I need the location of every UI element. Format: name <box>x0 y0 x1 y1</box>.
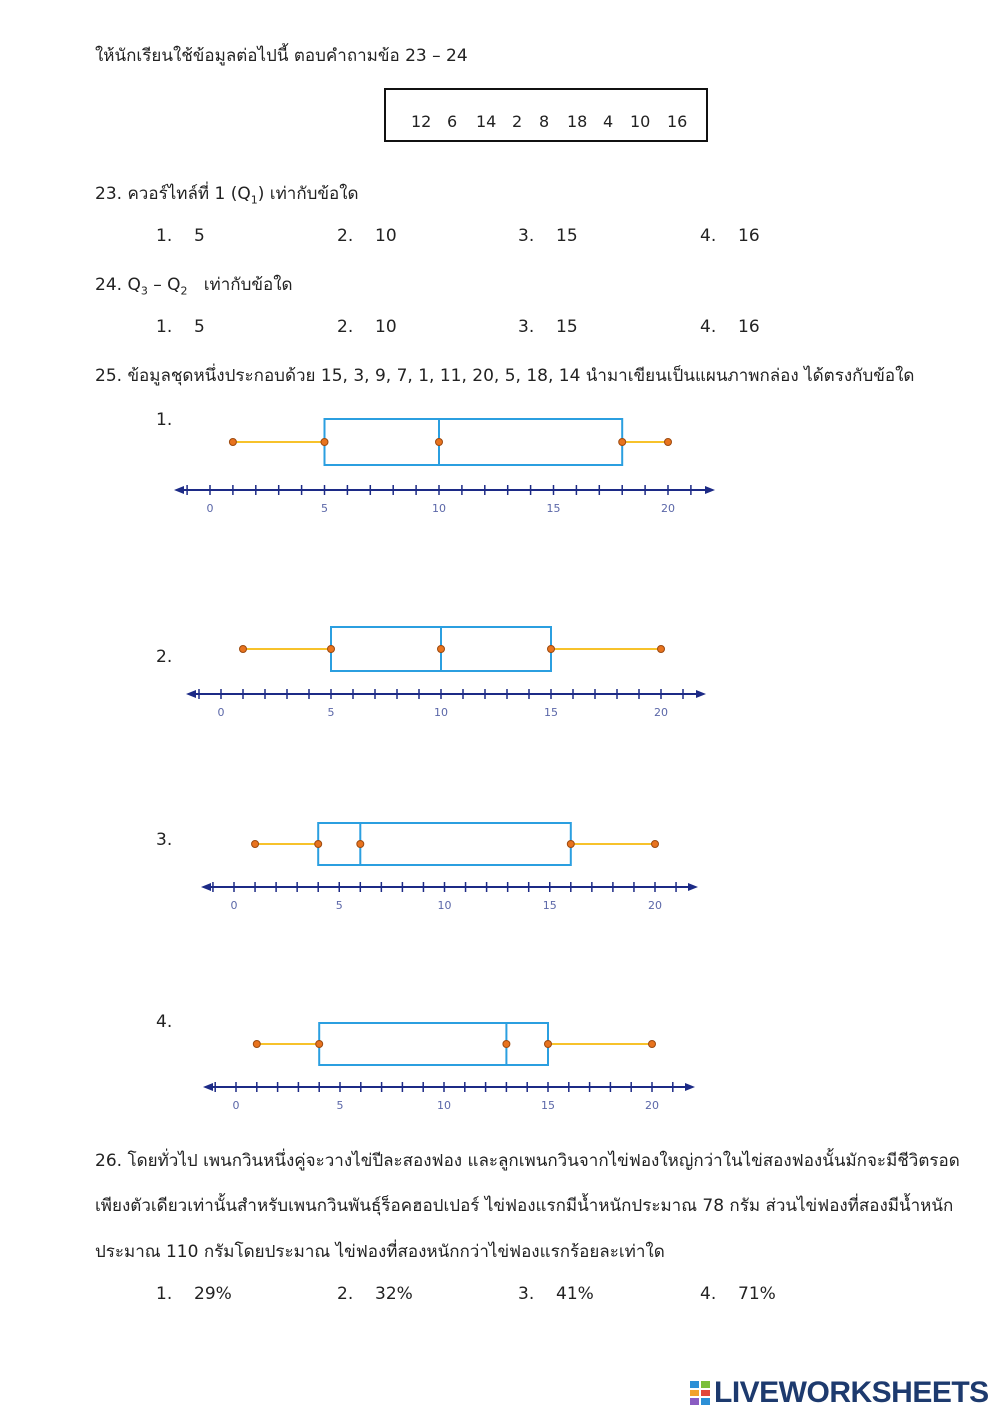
q24-text-suffix: เท่ากับข้อใด <box>187 275 293 295</box>
q26-option-3[interactable] <box>518 1284 594 1304</box>
axis-tick-label: 0 <box>206 502 214 515</box>
point-q3 <box>619 439 626 446</box>
question-25: 25. ข้อมูลชุดหนึ่งประกอบด้วย 15, 3, 9, 7, 1, 11, 20, 5, 18, 14 นำมาเขียนเป็นแผนภาพกล่อง ได้ตรงกับข้อใด <box>95 366 915 386</box>
option-number: 1. <box>156 226 173 246</box>
axis-tick-label: 5 <box>335 899 343 912</box>
logo-blocks-icon <box>690 1381 710 1405</box>
axis-right-arrow-icon <box>685 1083 695 1091</box>
logo-text: LIVEWORKSHEETS <box>714 1376 989 1409</box>
q24-option-2[interactable] <box>337 317 397 337</box>
point-max <box>649 1041 656 1048</box>
axis-tick-label: 15 <box>542 899 557 912</box>
axis-tick-label: 15 <box>544 706 558 719</box>
axis-tick-label: 20 <box>654 706 668 719</box>
question-24 <box>95 271 293 298</box>
axis-tick-label: 20 <box>645 1099 659 1112</box>
axis-right-arrow-icon <box>696 690 706 698</box>
axis-tick-label: 20 <box>661 502 675 515</box>
data-values-box <box>384 88 708 142</box>
box-iqr <box>319 1023 548 1065</box>
option-value: 16 <box>738 226 760 246</box>
q24-option-4[interactable] <box>700 317 760 337</box>
axis-left-arrow-icon <box>186 690 196 698</box>
point-median <box>436 439 443 446</box>
q24-text-minus: – Q <box>147 275 181 295</box>
option-number: 4. <box>700 1284 717 1304</box>
axis-tick-label: 20 <box>648 899 662 912</box>
option-number: 4. <box>700 317 717 337</box>
axis-left-arrow-icon <box>203 1083 213 1091</box>
option-number: 2. <box>337 226 354 246</box>
axis-left-arrow-icon <box>201 883 211 891</box>
point-median <box>357 841 364 848</box>
box-iqr <box>325 419 623 465</box>
option-value: 32% <box>375 1284 413 1304</box>
option-number: 1. <box>156 317 173 337</box>
data-value: 18 <box>567 112 588 131</box>
boxplot-option-4[interactable] <box>195 1012 715 1122</box>
intro-text: ให้นักเรียนใช้ข้อมูลต่อไปนี้ ตอบคำถามข้อ 23 – 24 <box>95 46 468 66</box>
axis-tick-label: 0 <box>230 899 238 912</box>
option-value: 71% <box>738 1284 776 1304</box>
axis-tick-label: 5 <box>321 502 328 515</box>
option-number: 2. <box>337 317 354 337</box>
axis-right-arrow-icon <box>688 883 698 891</box>
option-value: 16 <box>738 317 760 337</box>
q26-option-4[interactable] <box>700 1284 776 1304</box>
axis-tick-label: 15 <box>541 1099 555 1112</box>
option-value: 5 <box>194 226 205 246</box>
point-min <box>252 841 259 848</box>
q23-option-1[interactable] <box>156 226 205 246</box>
boxplot-option-3[interactable] <box>195 812 715 922</box>
point-q1 <box>328 646 335 653</box>
data-value: 12 <box>411 112 432 131</box>
option-value: 5 <box>194 317 205 337</box>
option-value: 29% <box>194 1284 232 1304</box>
axis-tick-label: 5 <box>336 1099 344 1112</box>
point-max <box>665 439 672 446</box>
axis-tick-label: 10 <box>437 1099 451 1112</box>
axis-tick-label: 0 <box>217 706 225 719</box>
point-q3 <box>567 841 574 848</box>
q26-option-1[interactable] <box>156 1284 232 1304</box>
q24-option-3[interactable] <box>518 317 578 337</box>
q23-text: 23. ควอร์ไทล์ที่ 1 (Q <box>95 184 251 204</box>
data-value: 2 <box>512 112 523 131</box>
question-26-line-2: เพียงตัวเดียวเท่านั้นสำหรับเพนกวินพันธุ์ร็อคฮอปเปอร์ ไข่ฟองแรกมีน้ำหนักประมาณ 78 กรัม ส่วนไข่ฟองที่สองมีน้ำหนัก <box>95 1196 954 1216</box>
point-min <box>240 646 247 653</box>
data-value: 14 <box>476 112 497 131</box>
option-number: 2. <box>337 1284 354 1304</box>
q23-option-4[interactable] <box>700 226 760 246</box>
box-iqr <box>318 823 571 865</box>
axis-tick-label: 10 <box>432 502 446 515</box>
point-median <box>438 646 445 653</box>
option-value: 15 <box>556 226 578 246</box>
q25-option-label-1[interactable]: 1. <box>156 410 173 430</box>
option-number: 3. <box>518 226 535 246</box>
point-min <box>229 439 236 446</box>
option-value: 10 <box>375 317 397 337</box>
q24-subscript-3: 3 <box>140 284 148 298</box>
axis-tick-label: 5 <box>327 706 335 719</box>
boxplot-option-2[interactable] <box>180 617 720 727</box>
point-q3 <box>548 646 555 653</box>
q23-text-suffix: ) เท่ากับข้อใด <box>257 184 359 204</box>
option-number: 1. <box>156 1284 173 1304</box>
data-value: 16 <box>667 112 688 131</box>
axis-left-arrow-icon <box>174 486 184 494</box>
option-number: 3. <box>518 1284 535 1304</box>
option-value: 41% <box>556 1284 594 1304</box>
q26-option-2[interactable] <box>337 1284 413 1304</box>
q24-subscript-2: 2 <box>180 284 188 298</box>
option-number: 3. <box>518 317 535 337</box>
point-min <box>253 1041 260 1048</box>
point-q1 <box>315 841 322 848</box>
point-q1 <box>316 1041 323 1048</box>
q25-option-label-2[interactable]: 2. <box>156 647 173 667</box>
option-value: 10 <box>375 226 397 246</box>
question-23 <box>95 180 359 207</box>
data-value: 8 <box>539 112 550 131</box>
data-value: 10 <box>630 112 651 131</box>
q23-option-2[interactable] <box>337 226 397 246</box>
question-26-line-1: 26. โดยทั่วไป เพนกวินหนึ่งคู่จะวางไข่ปีละสองฟอง และลูกเพนกวินจากไข่ฟองใหญ่กว่าในไข่สองฟองนั้นมักจะมีชีวิตรอด <box>95 1151 960 1171</box>
axis-tick-label: 10 <box>434 706 448 719</box>
axis-tick-label: 0 <box>232 1099 240 1112</box>
axis-tick-label: 15 <box>546 502 561 515</box>
point-median <box>503 1041 510 1048</box>
axis-tick-label: 10 <box>437 899 452 912</box>
question-26-line-3: ประมาณ 110 กรัมโดยประมาณ ไข่ฟองที่สองหนักกว่าไข่ฟองแรกร้อยละเท่าใด <box>95 1242 665 1262</box>
point-q3 <box>545 1041 552 1048</box>
q25-option-label-3[interactable]: 3. <box>156 830 173 850</box>
q24-text: 24. Q <box>95 275 141 295</box>
data-value: 4 <box>603 112 614 131</box>
point-max <box>658 646 665 653</box>
axis-right-arrow-icon <box>705 486 715 494</box>
option-value: 15 <box>556 317 578 337</box>
q23-subscript: 1 <box>250 193 258 207</box>
liveworksheets-logo <box>690 1376 989 1410</box>
data-value: 6 <box>447 112 458 131</box>
point-q1 <box>321 439 328 446</box>
boxplot-option-1[interactable] <box>170 410 730 520</box>
point-max <box>652 841 659 848</box>
option-number: 4. <box>700 226 717 246</box>
q25-option-label-4[interactable]: 4. <box>156 1012 173 1032</box>
q24-option-1[interactable] <box>156 317 205 337</box>
q23-option-3[interactable] <box>518 226 578 246</box>
